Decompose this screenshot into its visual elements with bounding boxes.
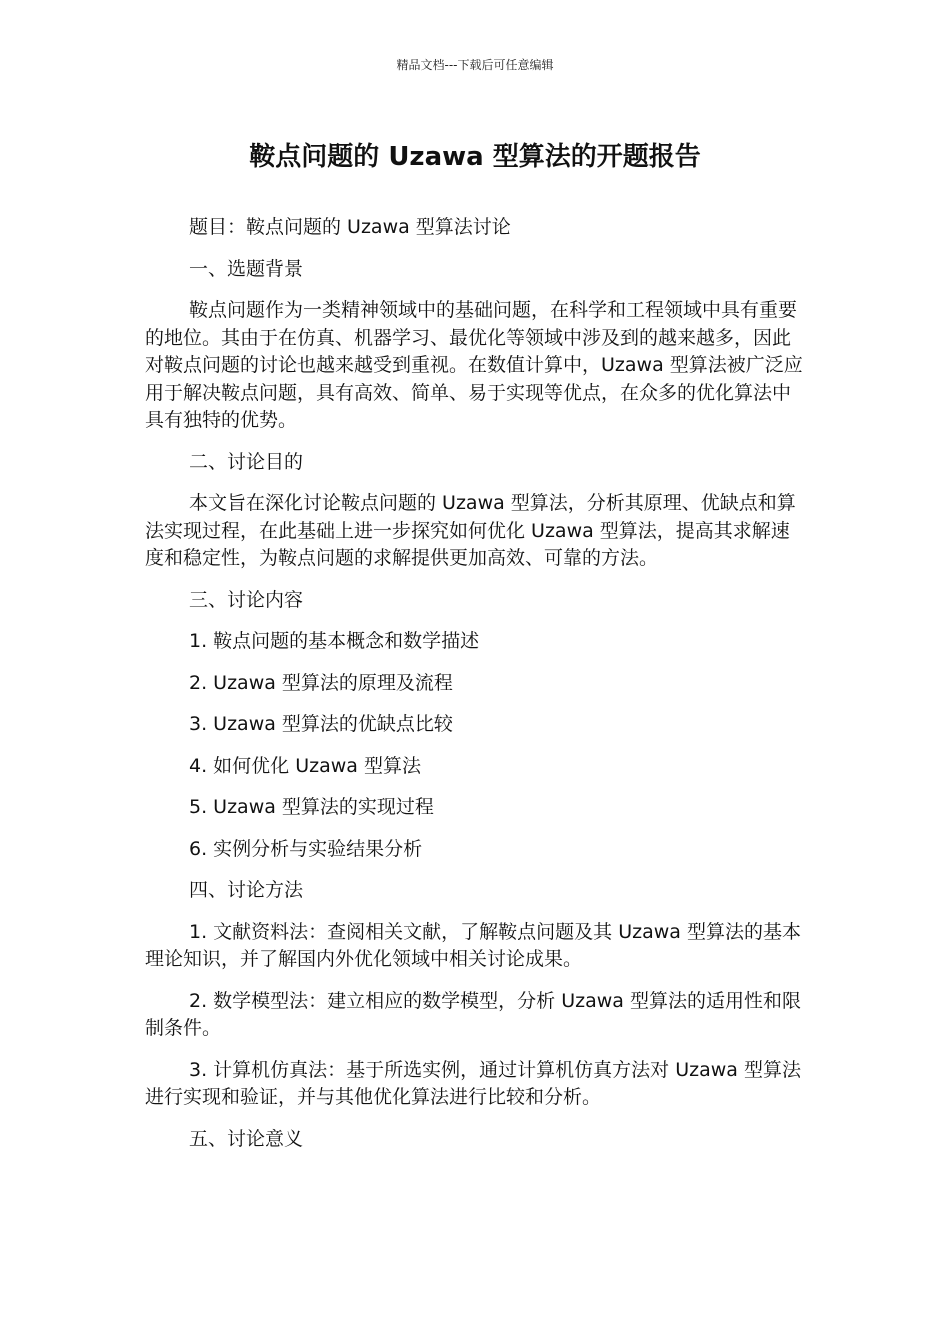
content-item: 6. 实例分析与实验结果分析 [189,837,423,860]
method-item: 3. 计算机仿真法：基于所选实例，通过计算机仿真方法对 Uzawa 型算法进行实现和验证，并与其他优化算法进行比较和分析。 [145,1058,801,1108]
section-heading-content: 三、讨论内容 [189,588,304,611]
content-item: 3. Uzawa 型算法的优缺点比较 [189,713,453,735]
section-heading-purpose: 二、讨论目的 [189,450,304,473]
header-note: 精品文档---下载后可任意编辑 [396,58,554,72]
document-body [145,214,807,1167]
content-item: 5. Uzawa 型算法的实现过程 [189,796,434,818]
section-heading-methods: 四、讨论方法 [189,879,304,901]
document-title: 鞍点问题的 Uzawa 型算法的开题报告 [249,142,701,172]
background-paragraph: 鞍点问题作为一类精神领域中的基础问题，在科学和工程领域中具有重要的地位。其由于在仿真、机器学习、最优化等领域中涉及到的越来越多，因此对鞍点问题的讨论也越来越受到重视。在数值计算中，Uzawa 型算法被广泛应用于解决鞍点问题，具有高效、简单、易于实现等优点，在众多的优化算法中具有独特的优势。 [145,299,803,431]
method-item: 1. 文献资料法：查阅相关文献，了解鞍点问题及其 Uzawa 型算法的基本理论知识，并了解国内外优化领域中相关讨论成果。 [145,920,801,970]
content-item: 4. 如何优化 Uzawa 型算法 [189,754,421,777]
section-heading-significance: 五、讨论意义 [189,1127,304,1150]
content-item: 1. 鞍点问题的基本概念和数学描述 [189,630,480,652]
purpose-paragraph: 本文旨在深化讨论鞍点问题的 Uzawa 型算法，分析其原理、优缺点和算法实现过程，在此基础上进一步探究如何优化 Uzawa 型算法，提高其求解速度和稳定性，为鞍点问题的求解提供更加高效、可靠的方法。 [145,492,796,569]
section-heading-background: 一、选题背景 [189,257,304,280]
topic-line: 题目：鞍点问题的 Uzawa 型算法讨论 [189,216,511,238]
method-item: 2. 数学模型法：建立相应的数学模型，分析 Uzawa 型算法的适用性和限制条件。 [145,989,801,1039]
content-item: 2. Uzawa 型算法的原理及流程 [189,671,453,694]
